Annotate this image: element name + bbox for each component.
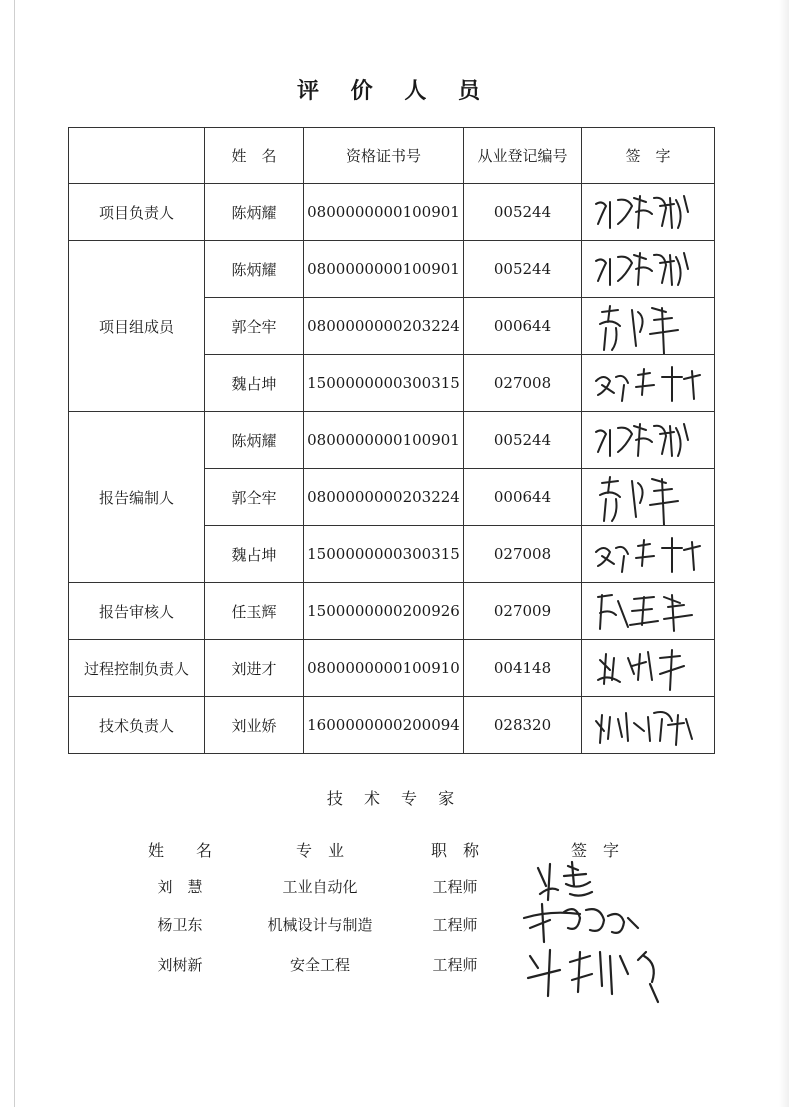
cert-cell: 0800000000203224 (304, 469, 464, 526)
name-cell: 郭仝牢 (205, 298, 304, 355)
expert-name: 杨卫东 (157, 916, 203, 934)
expert-title: 工程师 (432, 878, 478, 896)
cert-cell: 1600000000200094 (304, 697, 464, 754)
name-cell: 刘业娇 (205, 697, 304, 754)
name-cell: 魏占坤 (205, 355, 304, 412)
name-cell: 陈炳耀 (205, 241, 304, 298)
reg-cell: 005244 (464, 412, 582, 469)
role-cell: 过程控制负责人 (69, 640, 205, 697)
cert-cell: 0800000000100901 (304, 412, 464, 469)
expert-title: 工程师 (432, 916, 478, 934)
name-cell: 任玉辉 (205, 583, 304, 640)
reg-cell: 028320 (464, 697, 582, 754)
expert-major: 工业自动化 (282, 878, 358, 896)
cert-cell: 0800000000100910 (304, 640, 464, 697)
reg-cell: 027008 (464, 526, 582, 583)
role-cell: 报告编制人 (69, 412, 205, 583)
experts-header-title: 职 称 (430, 841, 479, 860)
reg-cell: 027009 (464, 583, 582, 640)
cert-cell: 1500000000300315 (304, 355, 464, 412)
reg-cell: 005244 (464, 184, 582, 241)
experts-header-major: 专 业 (295, 841, 344, 860)
header-cert: 资格证书号 (304, 128, 464, 184)
expert-name: 刘树新 (157, 956, 203, 974)
expert-name: 刘 慧 (157, 878, 203, 896)
cert-cell: 0800000000100901 (304, 241, 464, 298)
experts-header-name: 姓 名 (147, 841, 212, 860)
cert-cell: 1500000000200926 (304, 583, 464, 640)
reg-cell: 005244 (464, 241, 582, 298)
reg-cell: 000644 (464, 469, 582, 526)
name-cell: 刘进才 (205, 640, 304, 697)
role-cell: 项目组成员 (69, 241, 205, 412)
experts-signature (520, 856, 680, 1006)
expert-major: 安全工程 (289, 956, 350, 974)
name-cell: 陈炳耀 (205, 412, 304, 469)
name-cell: 郭仝牢 (205, 469, 304, 526)
reg-cell: 027008 (464, 355, 582, 412)
cert-cell: 0800000000203224 (304, 298, 464, 355)
reg-cell: 004148 (464, 640, 582, 697)
role-cell: 报告审核人 (69, 583, 205, 640)
header-name: 姓 名 (205, 128, 304, 184)
role-cell: 技术负责人 (69, 697, 205, 754)
page-title: 评 价 人 员 (297, 78, 492, 104)
expert-title: 工程师 (432, 956, 478, 974)
experts-title: 技 术 专 家 (326, 789, 463, 808)
header-reg: 从业登记编号 (464, 128, 582, 184)
header-sign: 签 字 (582, 128, 715, 184)
cert-cell: 1500000000300315 (304, 526, 464, 583)
name-cell: 陈炳耀 (205, 184, 304, 241)
role-cell: 项目负责人 (69, 184, 205, 241)
name-cell: 魏占坤 (205, 526, 304, 583)
reg-cell: 000644 (464, 298, 582, 355)
cert-cell: 0800000000100901 (304, 184, 464, 241)
experts-header-sign: 签 字 (570, 841, 619, 860)
expert-major: 机械设计与制造 (267, 916, 373, 934)
